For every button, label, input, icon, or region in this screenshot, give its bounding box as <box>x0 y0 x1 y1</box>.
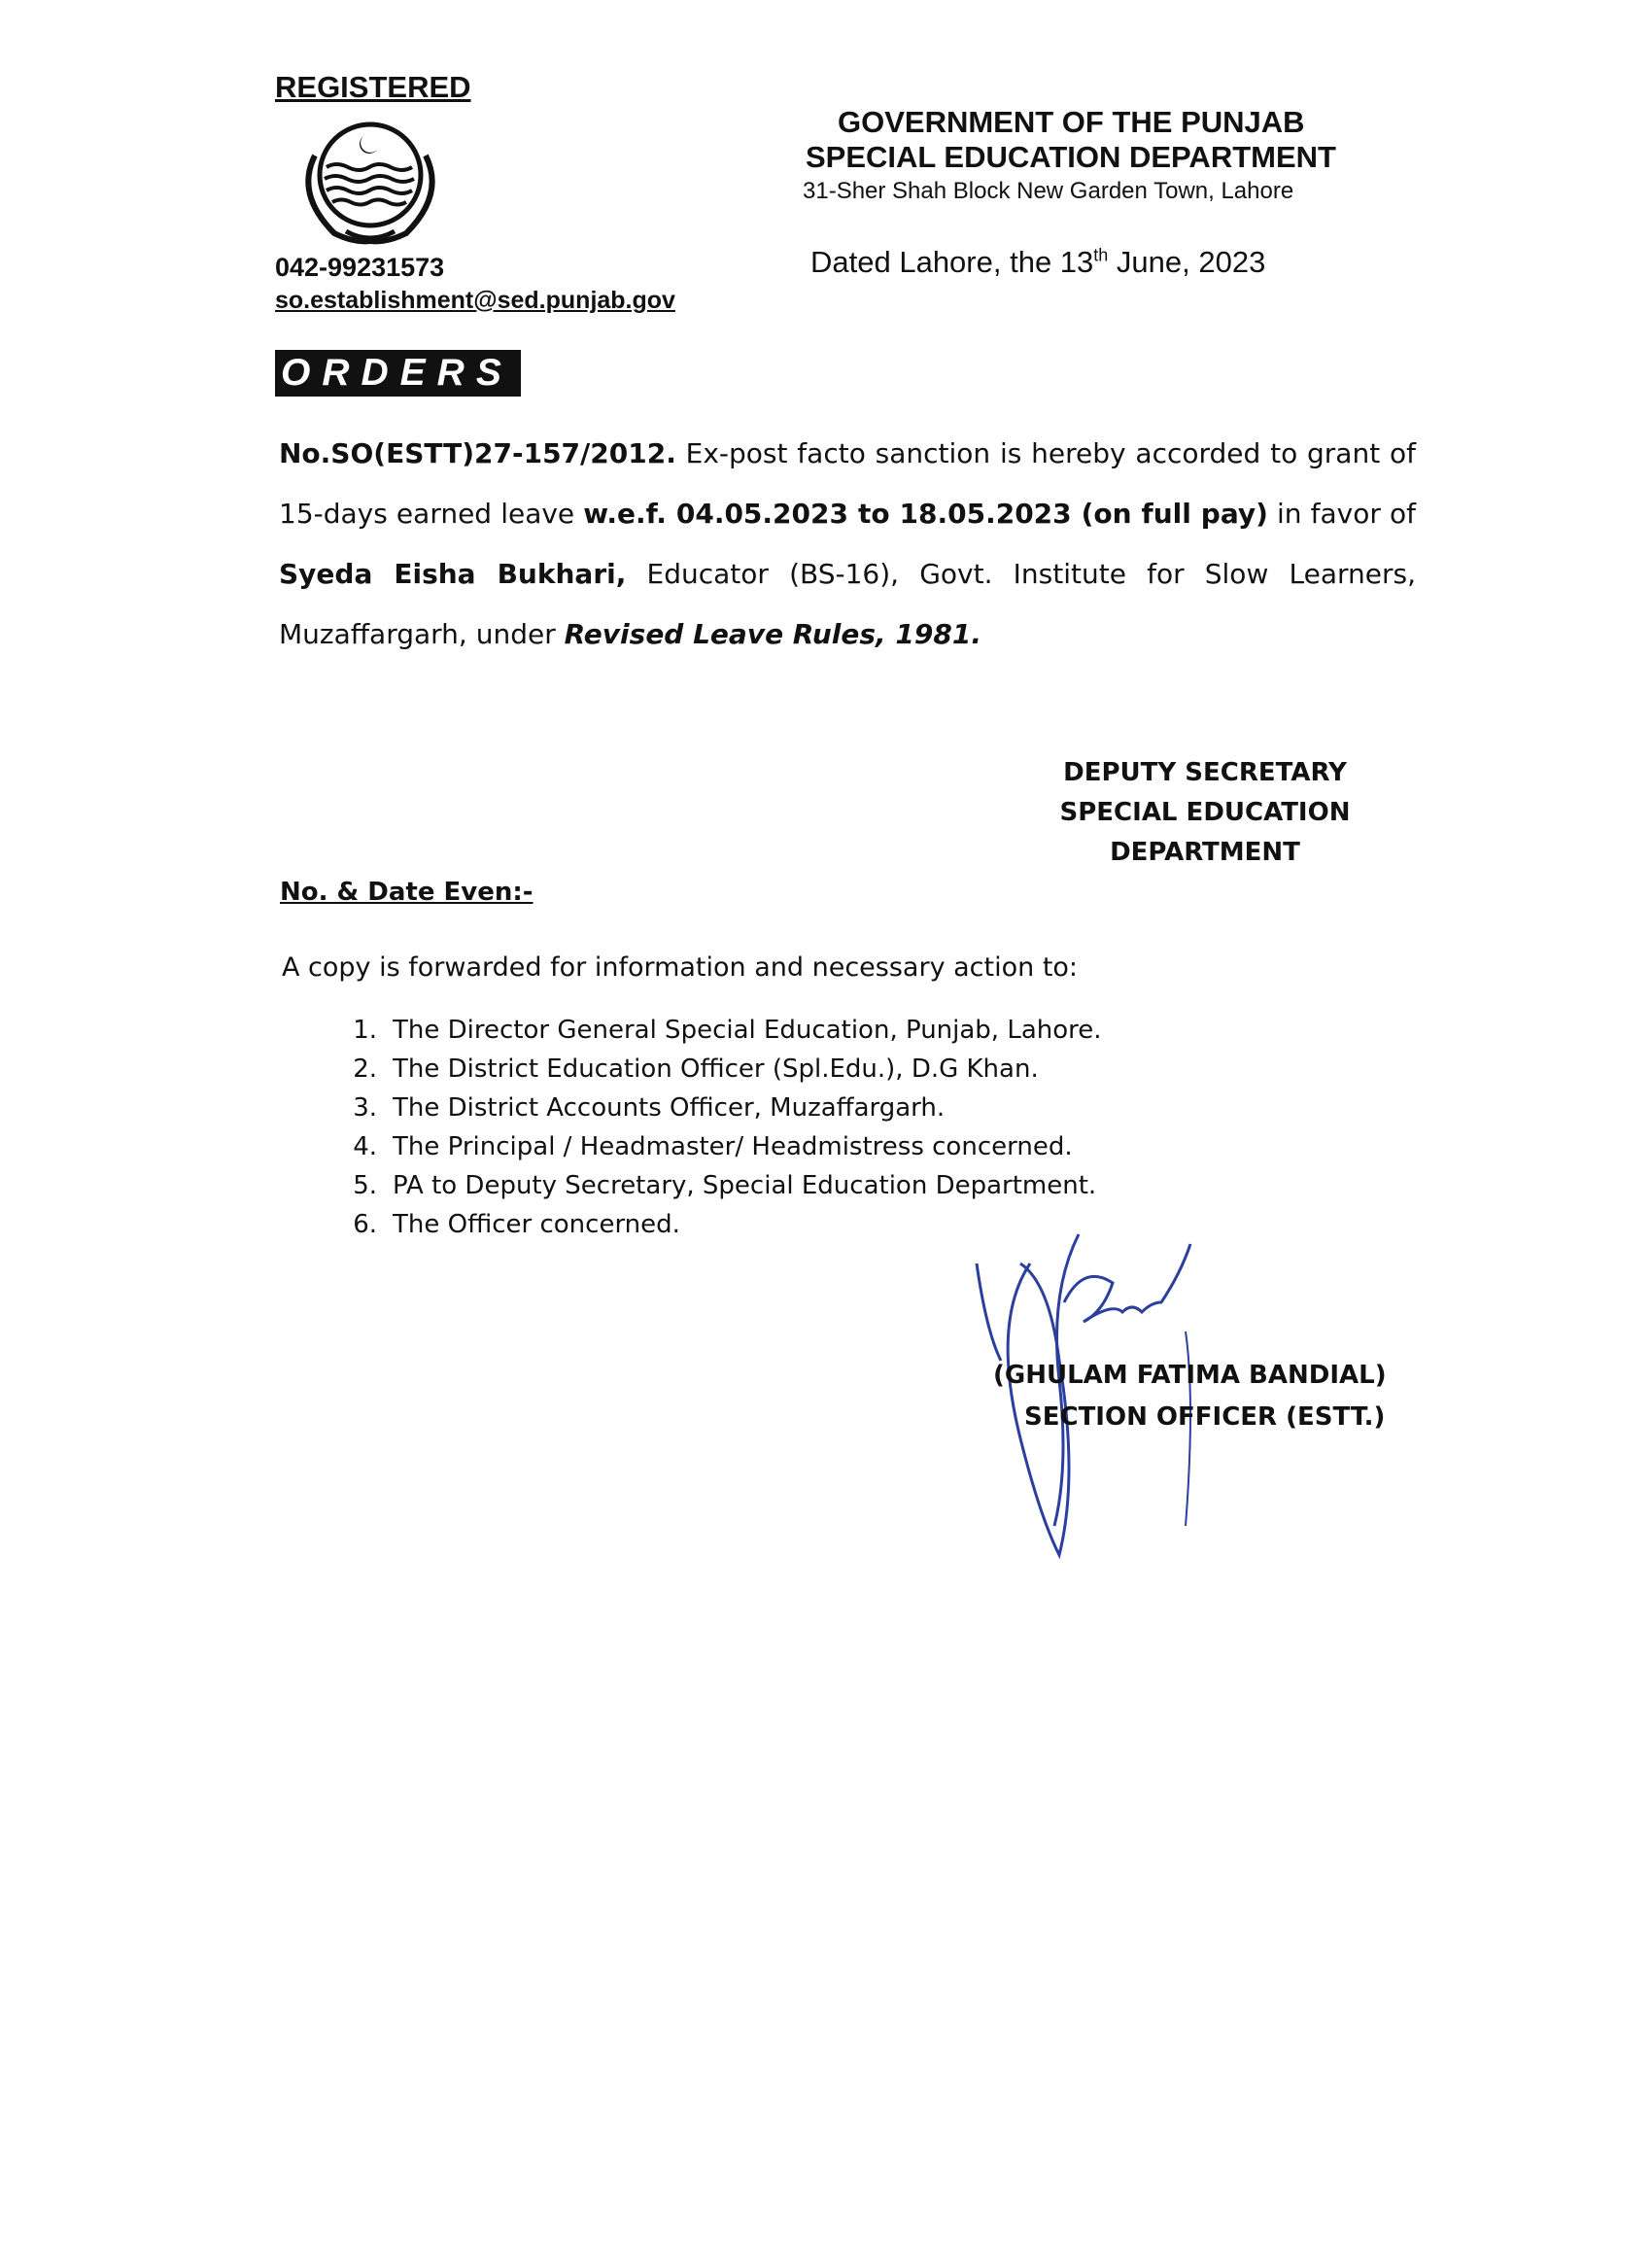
list-item-number: 6. <box>353 1210 377 1239</box>
officer-name: (GHULAM FATIMA BANDIAL) <box>993 1361 1387 1390</box>
order-text-3: Educator (BS-16), Govt. Institute for Slow Learners, Muzaffargarh, under <box>279 558 1416 650</box>
signatory-line-3: DEPARTMENT <box>1110 838 1300 867</box>
order-paragraph <box>279 424 1416 665</box>
list-item-text: The District Education Officer (Spl.Edu.), D.G Khan. <box>393 1055 1039 1084</box>
department-title: SPECIAL EDUCATION DEPARTMENT <box>806 140 1336 174</box>
list-item <box>321 1011 1102 1050</box>
list-item <box>321 1050 1102 1089</box>
list-item-number: 5. <box>353 1171 377 1200</box>
list-item-number: 1. <box>353 1016 377 1045</box>
order-ref: No.SO(ESTT)27-157/2012. <box>279 437 676 469</box>
signatory-block <box>1011 753 1399 873</box>
list-item-number: 4. <box>353 1132 377 1161</box>
phone-number: 042-99231573 <box>275 253 445 282</box>
list-item-text: The District Accounts Officer, Muzaffargarh. <box>393 1093 946 1123</box>
signatory-line-1: DEPUTY SECRETARY <box>1063 758 1347 787</box>
dated-suffix: June, 2023 <box>1108 245 1266 279</box>
employee-name: Syeda Eisha Bukhari, <box>279 558 627 590</box>
government-title: GOVERNMENT OF THE PUNJAB <box>838 105 1305 139</box>
officer-title: SECTION OFFICER (ESTT.) <box>1024 1402 1386 1432</box>
no-date-even-label: No. & Date Even:- <box>280 878 533 907</box>
signatory-line-2: SPECIAL EDUCATION <box>1059 798 1351 827</box>
list-item-text: The Principal / Headmaster/ Headmistress concerned. <box>393 1132 1073 1161</box>
list-item <box>321 1089 1102 1127</box>
dated-line <box>810 245 1265 280</box>
list-item-number: 2. <box>353 1055 377 1084</box>
list-item-text: The Director General Special Education, Punjab, Lahore. <box>393 1016 1102 1045</box>
order-text-2: in favor of <box>1267 498 1416 530</box>
leave-rules: Revised Leave Rules, 1981. <box>564 618 981 650</box>
list-item <box>321 1166 1102 1205</box>
list-item-number: 3. <box>353 1093 377 1123</box>
order-dates: w.e.f. 04.05.2023 to 18.05.2023 (on full pay) <box>583 498 1268 530</box>
dated-superscript: th <box>1093 245 1109 265</box>
list-item-text: The Officer concerned. <box>393 1210 680 1239</box>
order-text-1: Ex-post facto sanction is hereby accorded to grant of 15-days earned leave <box>279 437 1416 530</box>
registered-label: REGISTERED <box>275 70 471 104</box>
punjab-emblem-logo <box>288 117 453 253</box>
department-address: 31-Sher Shah Block New Garden Town, Lahore <box>803 178 1294 204</box>
list-item-text: PA to Deputy Secretary, Special Education Department. <box>393 1171 1097 1200</box>
dated-prefix: Dated Lahore, the 13 <box>810 245 1094 279</box>
list-item <box>321 1127 1102 1166</box>
orders-heading: ORDERS <box>275 350 521 397</box>
forward-text: A copy is forwarded for information and necessary action to: <box>282 952 1079 983</box>
email-address[interactable]: so.establishment@sed.punjab.gov <box>275 287 675 314</box>
